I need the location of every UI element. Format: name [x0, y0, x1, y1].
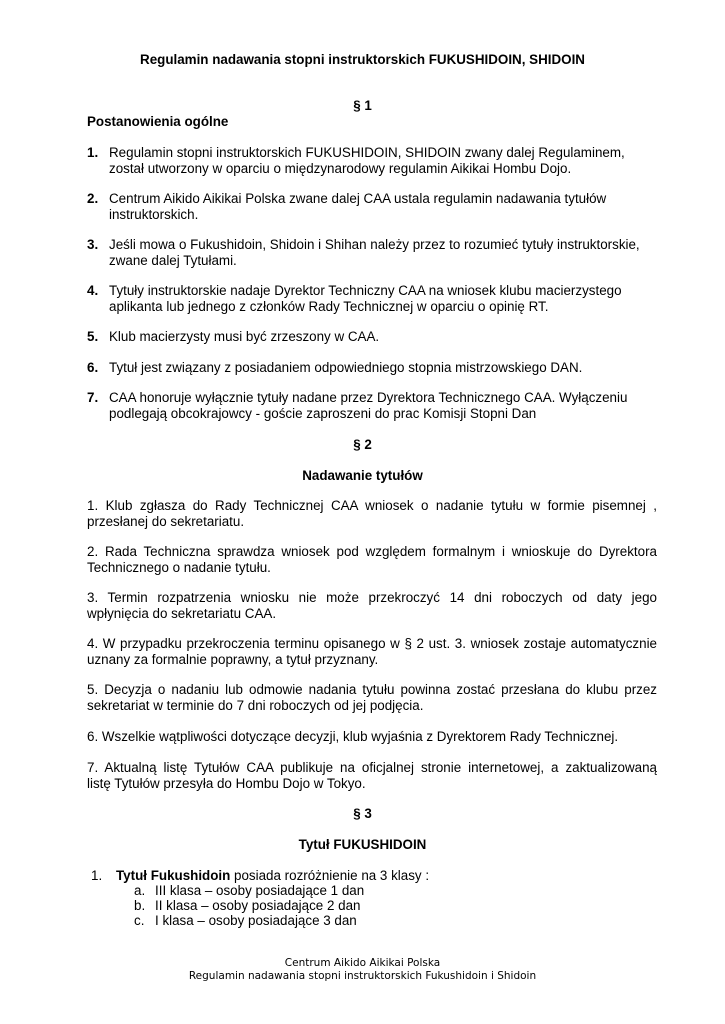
- paragraph-line: uznany za formalnie poprawny, a tytuł przyznany.: [87, 652, 379, 667]
- class-item-letter: b.: [134, 898, 146, 913]
- paragraph-line: sekretariat w terminie do 7 dni roboczych od jej podjęcia.: [87, 698, 424, 713]
- class-item-text: I klasa – osoby posiadające 3 dan: [155, 913, 357, 928]
- list-item-text: Tytuły instruktorskie nadaje Dyrektor Techniczny CAA na wniosek klubu macierzystego aplikanta lub jednego z członków Rady Technicznej w oparciu o opinię RT.: [109, 283, 622, 314]
- list-item-bold-text: Tytuł Fukushidoin: [116, 868, 231, 883]
- paragraph: [87, 590, 657, 622]
- list-item-number: 4.: [87, 283, 99, 298]
- paragraph: [87, 682, 657, 714]
- paragraph-line: 4. W przypadku przekroczenia terminu opisanego w § 2 ust. 3. wniosek zostaje automatycznie: [87, 636, 657, 651]
- list-item-text: Tytuł jest związany z posiadaniem odpowiedniego stopnia mistrzowskiego DAN.: [109, 360, 583, 375]
- list-item: [87, 360, 657, 376]
- list-item-number: 1.: [87, 145, 99, 160]
- list-item-text: CAA honoruje wyłącznie tytuły nadane przez Dyrektora Technicznego CAA. Wyłączeniu podlegają obcokrajowcy - goście zaproszeni do prac Komisji Stopni Dan: [109, 390, 628, 421]
- list-item-text: Centrum Aikido Aikikai Polska zwane dalej CAA ustala regulamin nadawania tytułów instruktorskich.: [109, 191, 607, 222]
- paragraph: [87, 760, 657, 792]
- paragraph-line: przesłanej do sekretariatu.: [87, 514, 245, 529]
- list-item: [91, 868, 429, 884]
- paragraph: [87, 636, 657, 668]
- section-1-mark: § 1: [353, 98, 372, 113]
- list-item: [87, 329, 657, 345]
- list-item-number: 1.: [91, 868, 103, 883]
- paragraph-line: 3. Termin rozpatrzenia wniosku nie może przekroczyć 14 dni roboczych od daty jego: [87, 590, 657, 605]
- paragraph-line: 1. Klub zgłasza do Rady Technicznej CAA wniosek o nadanie tytułu w formie pisemnej ,: [87, 498, 657, 513]
- paragraph-line: Technicznego o nadanie tytułu.: [87, 560, 271, 575]
- class-item-letter: c.: [134, 913, 145, 928]
- list-item-number: 6.: [87, 360, 99, 375]
- class-item: [134, 898, 360, 914]
- section-3-heading: Tytuł FUKUSHIDOIN: [298, 837, 427, 852]
- section-1-heading: Postanowienia ogólne: [87, 114, 229, 129]
- list-item: [87, 390, 657, 422]
- paragraph-line: listę Tytułów przesyła do Hombu Dojo w Tokyo.: [87, 776, 366, 791]
- paragraph-line: wpłynięcia do sekretariatu CAA.: [87, 606, 277, 621]
- list-item-number: 5.: [87, 329, 99, 344]
- paragraph-line: 7. Aktualną listę Tytułów CAA publikuje na oficjalnej stronie internetowej, a zaktualizowaną: [87, 760, 657, 775]
- list-item-text: Jeśli mowa o Fukushidoin, Shidoin i Shihan należy przez to rozumieć tytuły instruktorskie, zwane dalej Tytułami.: [109, 237, 640, 268]
- list-item-text: Klub macierzysty musi być zrzeszony w CAA.: [109, 329, 380, 344]
- footer-line-1: Centrum Aikido Aikikai Polska: [284, 957, 441, 969]
- paragraph-line: 5. Decyzja o nadaniu lub odmowie nadania tytułu powinna zostać przesłana do klubu przez: [87, 682, 657, 697]
- class-item-letter: a.: [134, 883, 146, 898]
- section-2-heading: Nadawanie tytułów: [302, 468, 423, 483]
- paragraph: [87, 729, 657, 745]
- list-item-number: 7.: [87, 390, 99, 405]
- list-item-text: posiada rozróżnienie na 3 klasy :: [230, 868, 430, 883]
- paragraph-line: 2. Rada Techniczna sprawdza wniosek pod względem formalnym i wnioskuje do Dyrektora: [87, 544, 657, 559]
- list-item-number: 2.: [87, 191, 99, 206]
- class-item: [134, 883, 364, 899]
- list-item: [87, 283, 657, 315]
- paragraph-line: 6. Wszelkie wątpliwości dotyczące decyzji, klub wyjaśnia z Dyrektorem Rady Technicznej.: [87, 729, 619, 744]
- list-item: [87, 191, 657, 223]
- class-item-text: II klasa – osoby posiadające 2 dan: [155, 898, 361, 913]
- list-item: [87, 145, 657, 177]
- list-item-number: 3.: [87, 237, 99, 252]
- class-item-text: III klasa – osoby posiadające 1 dan: [155, 883, 365, 898]
- section-2-mark: § 2: [353, 437, 372, 452]
- paragraph: [87, 544, 657, 576]
- paragraph: [87, 498, 657, 530]
- document-title: Regulamin nadawania stopni instruktorskich FUKUSHIDOIN, SHIDOIN: [140, 52, 585, 67]
- footer-line-2: Regulamin nadawania stopni instruktorskich Fukushidoin i Shidoin: [188, 970, 537, 982]
- section-3-mark: § 3: [353, 806, 372, 821]
- list-item-text: Regulamin stopni instruktorskich FUKUSHIDOIN, SHIDOIN zwany dalej Regulaminem, został utworzony w oparciu o międzynarodowy regulamin Aikikai Hombu Dojo.: [109, 145, 625, 176]
- class-item: [134, 913, 357, 929]
- list-item: [87, 237, 657, 269]
